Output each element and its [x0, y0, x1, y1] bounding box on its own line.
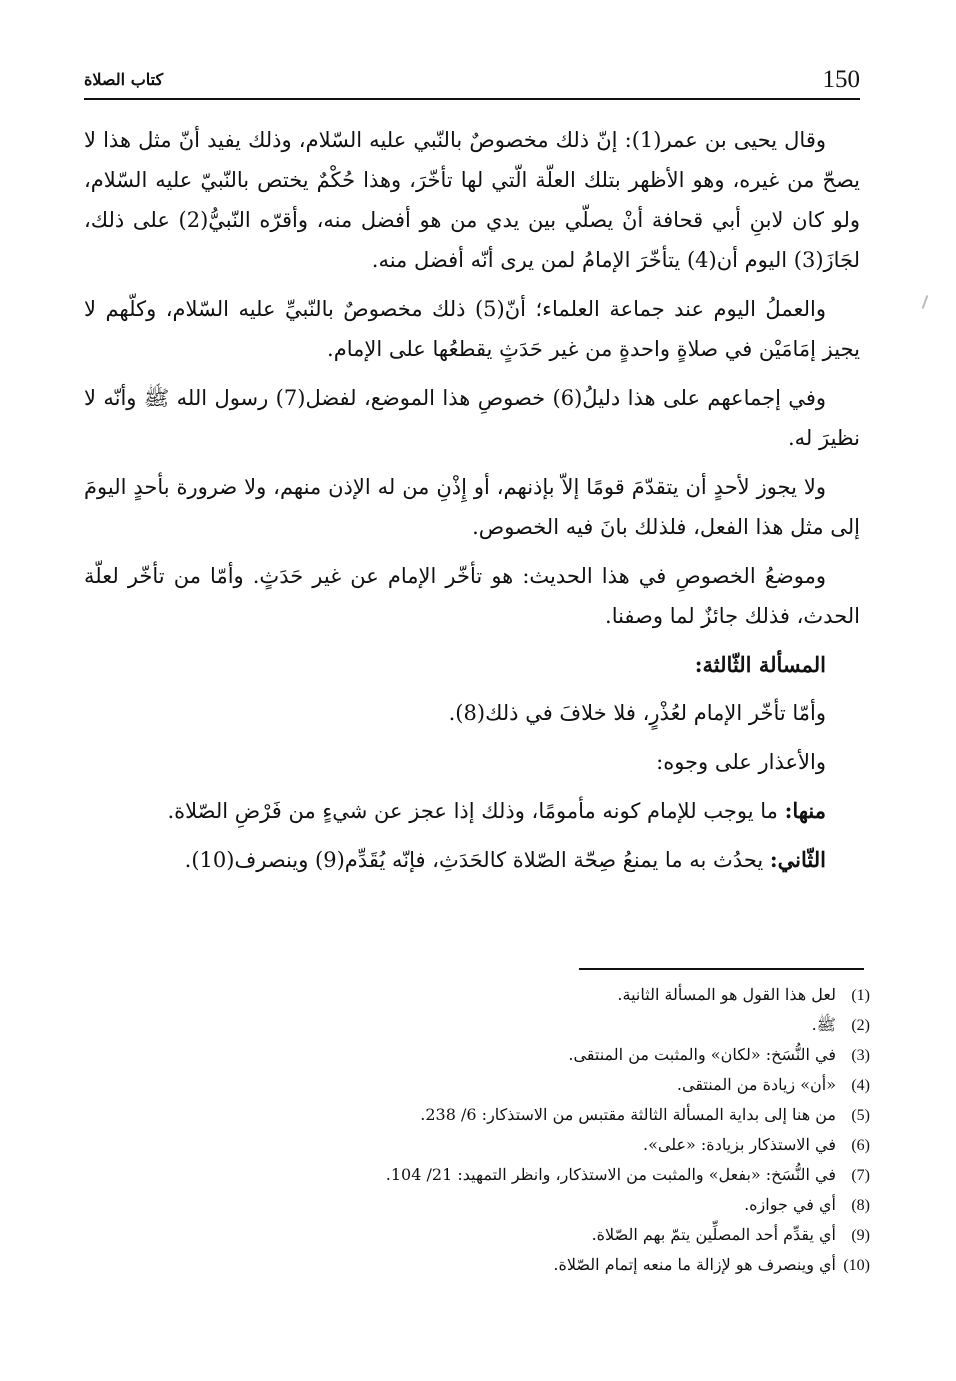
paragraph-7: والأعذار على وجوه: [656, 750, 826, 774]
footnote [96, 1250, 870, 1280]
footnote-divider [579, 968, 864, 970]
footnote-number: (7) [851, 1167, 870, 1184]
footnote [96, 980, 870, 1010]
running-title: كتاب الصلاة [84, 70, 164, 89]
paragraph-9-lead: الثّاني: [769, 847, 826, 872]
footnote-number: (6) [851, 1137, 870, 1154]
paragraph-6: وأمّا تأخّر الإمام لعُذْرٍ، فلا خلافَ في ذلك(8). [448, 701, 826, 725]
paragraph-8 [84, 791, 860, 831]
footnote-text: «أن» زيادة من المنتقى. [676, 1075, 836, 1094]
main-text [84, 120, 860, 889]
footnote-number: (1) [851, 987, 870, 1004]
footnote-text: ﷺ. [811, 1015, 836, 1034]
paragraph-3: وفي إجماعهم على هذا دليلُ(6) خصوصِ هذا الموضع، لفضل(7) رسول الله ﷺ وأنّه لا نظيرَ له. [84, 386, 860, 450]
footnote-text: أي وينصرف هو لإزالة ما منعه إتمام الصّلاة. [553, 1255, 836, 1274]
footnote-number: (9) [851, 1227, 870, 1244]
footnote-number: (10) [843, 1257, 870, 1274]
footnote [96, 1190, 870, 1220]
footnote-text: في الاستذكار بزيادة: «على». [642, 1135, 836, 1154]
footnote-text: من هنا إلى بداية المسألة الثالثة مقتبس من الاستذكار: 6/ 238. [420, 1105, 836, 1124]
page-header [84, 64, 860, 100]
footnotes [96, 980, 870, 1280]
footnote-text: في النُّسَخ: «لكان» والمثبت من المنتقى. [568, 1045, 836, 1064]
page-number: 150 [822, 66, 860, 93]
margin-mark [922, 295, 929, 309]
footnote-number: (5) [851, 1107, 870, 1124]
footnote [96, 1100, 870, 1130]
paragraph-1: وقال يحيى بن عمر(1): إنّ ذلك مخصوصٌ بالنّبي عليه السّلام، وذلك يفيد أنّ مثل هذا لا يصحّ من غيره، وهو الأظهر بتلك العلّة الّتي لها تأخّرَ، وهذا حُكْمٌ يختص بالنّبيّ عليه السّلام، ولو كان لابنِ أبي قحافة أنْ يصلّي بين يدي من هو أفضل منه، وأقرّه النّبيُّ(2) على ذلك، لجَازَ(3) اليوم أن(4) يتأخّرَ الإمامُ لمن يرى أنّه أفضل منه. [84, 128, 861, 272]
footnote-number: (4) [851, 1077, 870, 1094]
footnote [96, 1130, 870, 1160]
footnote [96, 1040, 870, 1070]
footnote-text: في النُّسَخ: «بفعل» والمثبت من الاستذكار، وانظر التمهيد: 21/ 104. [385, 1165, 836, 1184]
paragraph-4: ولا يجوز لأحدٍ أن يتقدّمَ قومًا إلاّ بإذنهم، أو إِذْنِ من له الإذن منهم، ولا ضرورة بأحدٍ اليومَ إلى مثل هذا الفعل، فلذلك بانَ فيه الخصوص. [84, 475, 860, 539]
footnote-number: (2) [851, 1017, 870, 1034]
footnote-text: لعل هذا القول هو المسألة الثانية. [617, 985, 836, 1004]
footnote [96, 1010, 870, 1040]
footnote [96, 1160, 870, 1190]
paragraph-9 [84, 840, 860, 880]
footnote [96, 1220, 870, 1250]
paragraph-8-text: ما يوجب للإمام كونه مأمومًا، وذلك إذا عجز عن شيءٍ من فَرْضِ الصّلاة. [167, 799, 778, 823]
footnote [96, 1070, 870, 1100]
footnote-text: أي يقدِّم أحد المصلِّين يتمّ بهم الصّلاة. [591, 1225, 836, 1244]
footnote-number: (8) [851, 1197, 870, 1214]
paragraph-5: وموضعُ الخصوصِ في هذا الحديث: هو تأخّر الإمام عن غير حَدَثٍ. وأمّا من تأخّر لعلّة الحدث، فذلك جائزٌ لما وصفنا. [84, 564, 860, 628]
paragraph-2: والعملُ اليوم عند جماعة العلماء؛ أنّ(5) ذلك مخصوصٌ بالنّبيِّ عليه السّلام، وكلّهم لا يجيز إمَامَيْن في صلاةٍ واحدةٍ من غير حَدَثٍ يقطعُها على الإمام. [84, 297, 860, 361]
paragraph-8-lead: منها: [784, 798, 826, 823]
paragraph-9-text: يحدُث به ما يمنعُ صِحّة الصّلاة كالحَدَثِ، فإنّه يُقَدِّم(9) وينصرف(10). [184, 848, 764, 872]
footnote-text: أي في جوازه. [744, 1195, 836, 1214]
section-heading: المسألة الثّالثة: [694, 652, 826, 677]
footnote-number: (3) [851, 1047, 870, 1064]
